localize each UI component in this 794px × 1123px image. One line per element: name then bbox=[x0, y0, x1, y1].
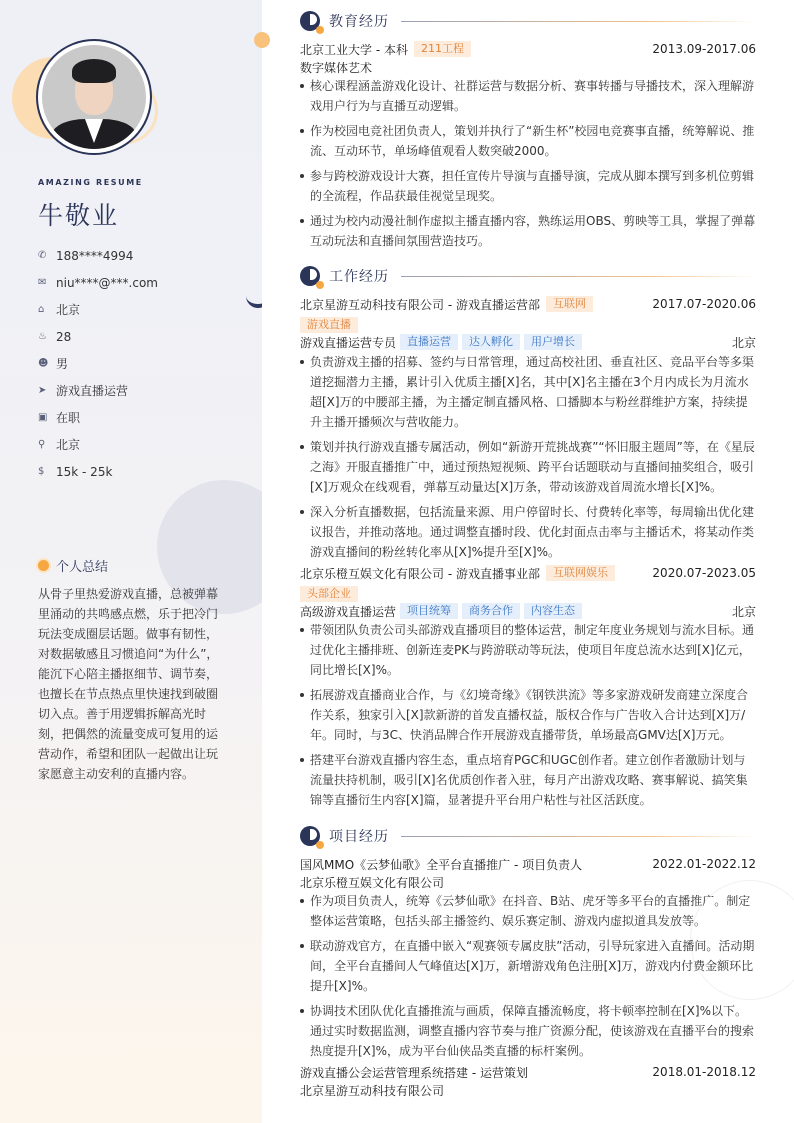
skill-tag: 达人孵化 bbox=[462, 334, 520, 350]
company-name: 北京乐橙互娱文化有限公司 - 游戏直播事业部 bbox=[300, 566, 540, 581]
info-text: 15k - 25k bbox=[56, 464, 113, 479]
resume-tagline: AMAZING RESUME bbox=[38, 178, 143, 187]
info-item-phone bbox=[38, 242, 158, 269]
list-item: 作为项目负责人，统筹《云梦仙歌》在抖音、B站、虎牙等多平台的直播推广。制定整体运营策略，包括头部主播签约、娱乐赛定制、游戏内虚拟道具发放等。 bbox=[300, 891, 756, 931]
job-tag-row bbox=[300, 585, 756, 603]
job-header bbox=[300, 295, 756, 313]
info-text: 在职 bbox=[56, 411, 81, 425]
divider bbox=[401, 836, 756, 837]
school-name: 北京工业大学 - 本科 bbox=[300, 42, 408, 57]
company-name: 北京星游互动科技有限公司 - 游戏直播运营部 bbox=[300, 297, 540, 312]
profile-photo bbox=[42, 45, 146, 149]
decorative-arc bbox=[246, 294, 262, 308]
date-range: 2020.07-2023.05 bbox=[652, 566, 756, 580]
send-icon: ➤ bbox=[38, 385, 47, 396]
work-section-header bbox=[300, 266, 756, 286]
date-range: 2018.01-2018.12 bbox=[652, 1065, 756, 1079]
industry-tag: 头部企业 bbox=[300, 586, 358, 602]
money-icon: $ bbox=[38, 466, 45, 477]
list-item: 深入分析直播数据，包括流量来源、用户停留时长、付费转化率等，每周输出优化建议报告，并推动落地。通过调整直播时段、优化封面点击率与主播话术，将某动作类游戏直播间的粉丝转化率从[X]%提升至[X]%。 bbox=[300, 502, 756, 562]
info-text: 28 bbox=[56, 329, 72, 344]
cake-icon: ♨ bbox=[38, 331, 47, 342]
divider bbox=[401, 276, 756, 277]
info-item-location bbox=[38, 431, 158, 458]
list-item: 参与跨校游戏设计大赛，担任宣传片导演与直播导演，完成从脚本撰写到多机位剪辑的全流程，作品获最佳视觉呈现奖。 bbox=[300, 166, 756, 206]
project-bullets bbox=[300, 891, 756, 1066]
project-header bbox=[300, 855, 756, 873]
bullet-dot-icon bbox=[38, 560, 49, 571]
info-item-age bbox=[38, 323, 158, 350]
info-item-salary bbox=[38, 458, 158, 485]
industry-tag: 互联网 bbox=[546, 296, 593, 312]
skill-tag: 用户增长 bbox=[524, 334, 582, 350]
section-icon bbox=[300, 266, 320, 286]
list-item: 联动游戏官方，在直播中嵌入“观赛领专属皮肤”活动，引导玩家进入直播间。活动期间，全平台直播间人气峰值达[X]万，新增游戏角色注册[X]万，游戏内付费金额环比提升[X]%。 bbox=[300, 936, 756, 996]
list-item: 带领团队负责公司头部游戏直播项目的整体运营，制定年度业务规划与流水目标。通过优化主播排班、创新连麦PK与跨游联动等玩法，使项目年度总流水达到[X]亿元，同比增长[X]%。 bbox=[300, 620, 756, 680]
list-item: 策划并执行游戏直播专属活动，例如“新游开荒挑战赛”“怀旧服主题周”等，在《星辰之海》开服直播推广中，通过预热短视频、跨平台话题联动与直播间抽奖组合，吸引[X]万观众在线观看，弹幕互动量达[X]万条，带动该游戏首周流水增长[X]%。 bbox=[300, 437, 756, 497]
info-item-hometown bbox=[38, 296, 158, 323]
section-icon bbox=[300, 11, 320, 31]
project-name: 游戏直播公会运营管理系统搭建 - 运营策划 bbox=[300, 1065, 528, 1080]
info-item-status bbox=[38, 404, 158, 431]
major: 数字媒体艺术 bbox=[300, 60, 373, 75]
job-header bbox=[300, 564, 756, 582]
education-bullets bbox=[300, 76, 756, 256]
candidate-name: 牛敬业 bbox=[38, 201, 120, 230]
avatar bbox=[36, 39, 152, 155]
info-text: 188****4994 bbox=[56, 248, 134, 263]
section-title: 教育经历 bbox=[329, 14, 389, 30]
info-item-gender bbox=[38, 350, 158, 377]
summary-title: 个人总结 bbox=[56, 560, 109, 575]
date-range: 2022.01-2022.12 bbox=[652, 857, 756, 871]
project-org-row bbox=[300, 1081, 756, 1099]
info-item-target-job bbox=[38, 377, 158, 404]
list-item: 拓展游戏直播商业合作，与《幻境奇缘》《钢铁洪流》等多家游戏研发商建立深度合作关系，独家引入[X]款新游的首发直播权益，版权合作与广告收入合计达到[X]万/年。同时，与3C、快消品牌合作开展游戏直播带货，单场最高GMV达[X]万元。 bbox=[300, 685, 756, 745]
list-item: 核心课程涵盖游戏化设计、社群运营与数据分析、赛事转播与导播技术，深入理解游戏用户行为与直播互动逻辑。 bbox=[300, 76, 756, 116]
list-item: 通过为校内动漫社制作虚拟主播直播内容，熟练运用OBS、剪映等工具，掌握了弹幕互动玩法和直播间氛围营造技巧。 bbox=[300, 211, 756, 251]
job-bullets bbox=[300, 352, 756, 567]
job-role-row bbox=[300, 333, 756, 351]
education-section-header bbox=[300, 11, 756, 31]
job-city: 北京 bbox=[731, 335, 756, 350]
list-item: 作为校园电竞社团负责人，策划并执行了“新生杯”校园电竞赛事直播，统筹解说、推流、互动环节，单场峰值观看人数突破2000。 bbox=[300, 121, 756, 161]
job-role-row bbox=[300, 602, 756, 620]
project-header bbox=[300, 1063, 756, 1081]
info-item-email bbox=[38, 269, 158, 296]
school-tag: 211工程 bbox=[414, 41, 471, 57]
industry-tag: 游戏直播 bbox=[300, 317, 358, 333]
skill-tag: 项目统筹 bbox=[400, 603, 458, 619]
home-icon: ⌂ bbox=[38, 304, 45, 315]
info-text: 游戏直播运营 bbox=[56, 384, 129, 398]
list-item: 负责游戏主播的招募、签约与日常管理，通过高校社团、垂直社区、竞品平台等多渠道挖掘潜力主播，累计引入优质主播[X]名，其中[X]名主播在3个月内成长为月流水超[X]万的中腰部主播，为主播定制直播风格、口播脚本与粉丝群维护方案，持续提升主播开播频次与营收能力。 bbox=[300, 352, 756, 432]
project-name: 国风MMO《云梦仙歌》全平台直播推广 - 项目负责人 bbox=[300, 857, 583, 872]
projects-section-header bbox=[300, 826, 756, 846]
location-pin-icon: ⚲ bbox=[38, 439, 46, 450]
info-text: 北京 bbox=[56, 438, 81, 452]
job-role: 游戏直播运营专员 bbox=[300, 335, 397, 350]
mail-icon: ✉ bbox=[38, 277, 47, 288]
contact-info-list bbox=[38, 242, 158, 485]
skill-tag: 直播运营 bbox=[400, 334, 458, 350]
project-org: 北京乐橙互娱文化有限公司 bbox=[300, 875, 445, 890]
info-text: 北京 bbox=[56, 303, 81, 317]
decorative-dot bbox=[254, 32, 270, 48]
briefcase-icon: ▣ bbox=[38, 412, 48, 423]
job-city: 北京 bbox=[731, 604, 756, 619]
section-title: 工作经历 bbox=[329, 269, 389, 285]
summary-header bbox=[38, 556, 108, 575]
industry-tag: 互联网娱乐 bbox=[546, 565, 615, 581]
skill-tag: 内容生态 bbox=[524, 603, 582, 619]
job-tag-row bbox=[300, 316, 756, 334]
sidebar bbox=[0, 0, 262, 1123]
info-text: 男 bbox=[56, 357, 69, 371]
project-org-row bbox=[300, 873, 756, 891]
gender-icon: ☻ bbox=[38, 358, 49, 369]
phone-icon: ✆ bbox=[38, 250, 47, 261]
date-range: 2013.09-2017.06 bbox=[652, 42, 756, 56]
job-bullets bbox=[300, 620, 756, 815]
education-row bbox=[300, 40, 756, 58]
list-item: 协调技术团队优化直播推流与画质，保障直播流畅度，将卡顿率控制在[X]%以下。通过实时数据监测，调整直播内容节奏与推广资源分配，使该游戏在直播平台的搜索热度提升[X]%，成为平台仙侠品类直播的标杆案例。 bbox=[300, 1001, 756, 1061]
skill-tag: 商务合作 bbox=[462, 603, 520, 619]
project-org: 北京星游互动科技有限公司 bbox=[300, 1083, 445, 1098]
summary-text: 从骨子里热爱游戏直播，总被弹幕里涌动的共鸣感点燃，乐于把冷门玩法变成圈层话题。做事有韧性，对数据敏感且习惯追问“为什么”，能沉下心陪主播抠细节、调节奏，也擅长在节点热点里快速找到破圈切入点。善于用逻辑拆解高光时刻，把偶然的流量变成可复用的运营动作，希望和团队一起做出让玩家愿意主动安利的直播内容。 bbox=[38, 587, 219, 781]
list-item: 搭建平台游戏直播内容生态，重点培育PGC和UGC创作者。建立创作者激励计划与流量扶持机制，吸引[X]名优质创作者入驻，每月产出游戏攻略、赛事解说、搞笑集锦等直播衍生内容[X]篇，显著提升平台用户粘性与社区活跃度。 bbox=[300, 750, 756, 810]
section-title: 项目经历 bbox=[329, 829, 389, 845]
info-text: niu****@***.com bbox=[56, 275, 158, 290]
date-range: 2017.07-2020.06 bbox=[652, 297, 756, 311]
divider bbox=[401, 21, 756, 22]
major-row bbox=[300, 58, 756, 76]
job-role: 高级游戏直播运营 bbox=[300, 604, 397, 619]
section-icon bbox=[300, 826, 320, 846]
